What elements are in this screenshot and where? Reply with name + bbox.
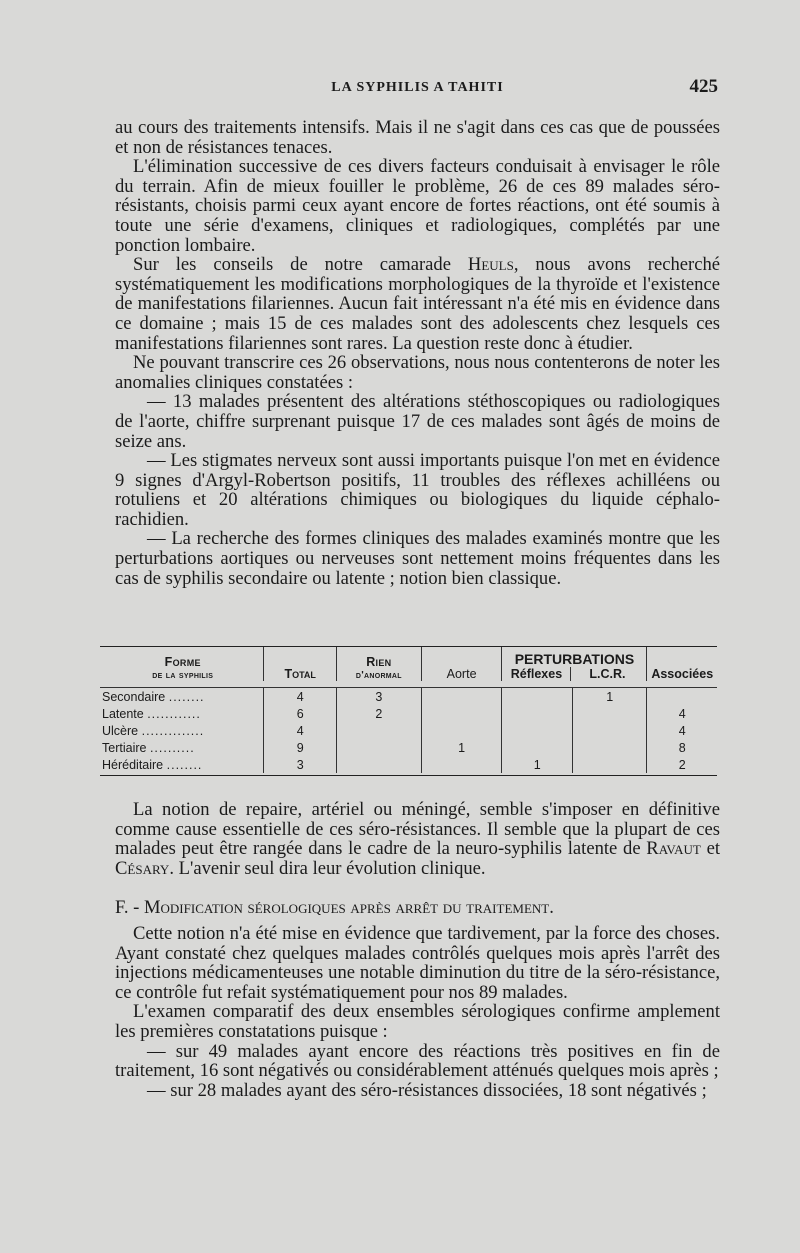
syphilis-table — [100, 646, 717, 776]
cell-aorte — [421, 722, 502, 739]
cell-forme — [100, 688, 264, 706]
header-reflexes: Réflexes — [510, 667, 563, 681]
cell-reflexes — [502, 739, 572, 756]
cell-associees — [647, 688, 717, 706]
leader-dots: ............ — [147, 706, 201, 721]
list-item: — Les stigmates nerveux sont aussi importants puisque l'on met en évidence 9 signes d'Argyl-Robertson positifs, 11 troubles des réflexes achilléens ou rotuliens et 20 altérations chimiques ou biologiques du liquide céphalo-rachidien. — [115, 450, 720, 530]
paragraph-text: , nous avons recherché systématiquement les modifications morphologiques de la thyroïde et l'existence de manifestations filariennes. Aucun fait intéressant n'a été mis en évidence dans ce domaine ; mais 15 de ces malades sont des adolescents chez lesquels ces manifestations filariennes sont rares. La question reste donc à étudier. — [115, 254, 721, 354]
header-perturbations: PERTURBATIONS — [514, 651, 635, 667]
paragraph: L'examen comparatif des deux ensembles sérologiques confirme amplement les premières constatations puisque : — [115, 1001, 720, 1042]
list-item: — 13 malades présentent des altérations stéthoscopiques ou radiologiques de l'aorte, chiffre surprenant puisque 17 de ces malades sont âgés de moins de seize ans. — [115, 391, 720, 452]
cell-forme — [100, 756, 264, 773]
section-heading — [115, 898, 720, 918]
header-perturbations-group — [502, 647, 647, 681]
header-forme-line1: Forme — [164, 655, 201, 669]
table-row — [100, 688, 717, 706]
paragraph-text: La notion de repaire, artériel ou méningé, semble s'imposer en définitive comme cause essentielle de ces séro-résistances. Il semble que la plupart de ces malades peut être rangée dans le cadre de la neuro-syphilis latente de — [115, 799, 720, 860]
page-header — [115, 76, 720, 102]
table-row — [100, 756, 717, 773]
cell-forme-label: Héréditaire — [102, 757, 164, 772]
cell-rien: 3 — [336, 688, 421, 706]
table-row — [100, 739, 717, 756]
leader-dots: ........ — [168, 689, 205, 704]
author-name: Ravaut — [646, 838, 701, 860]
table-bottom-rule — [100, 775, 717, 776]
page-number: 425 — [689, 76, 718, 97]
cell-forme — [100, 722, 264, 739]
cell-total: 9 — [264, 739, 337, 756]
table-row — [100, 705, 717, 722]
text-block-bottom — [115, 800, 720, 1100]
cell-aorte — [421, 705, 502, 722]
data-table — [100, 647, 717, 773]
paragraph: Ne pouvant transcrire ces 26 observations, nous nous contenterons de noter les anomalies cliniques constatées : — [115, 352, 720, 393]
header-sub-row — [502, 667, 646, 681]
list-item: — La recherche des formes cliniques des malades examinés montre que les perturbations aortiques ou nerveuses sont nettement moins fréquentes dans les cas de syphilis secondaire ou latente ; notion bien classique. — [115, 528, 720, 589]
cell-total: 3 — [264, 756, 337, 773]
running-title: LA SYPHILIS A TAHITI — [331, 80, 504, 95]
cell-lcr — [572, 756, 647, 773]
header-lcr: L.C.R. — [570, 667, 643, 681]
paragraph: L'élimination successive de ces divers facteurs conduisait à envisager le rôle du terrain. Afin de mieux fouiller le problème, 26 de ces 89 malades séro-résistants, choisis parmi ceux ayant encore de fortes réactions, ont été soumis à toute une série d'examens, cliniques et radiologiques, complétés par une ponction lombaire. — [115, 156, 720, 256]
cell-lcr — [572, 722, 647, 739]
cell-lcr — [572, 739, 647, 756]
section-letter: F. - — [115, 897, 144, 919]
paragraph-text: . L'avenir seul dira leur évolution clinique. — [169, 857, 486, 879]
header-forme — [100, 647, 264, 681]
paragraph: Cette notion n'a été mise en évidence que tardivement, par la force des choses. Ayant constaté chez quelques malades contrôlés quelques mois après l'arrêt des injections médicamenteuses une notable diminution du titre de la séro-résistance, ce contrôle fut refait systématiquement pour nos 89 malades. — [115, 922, 720, 1003]
cell-aorte: 1 — [421, 739, 502, 756]
header-aorte: Aorte — [421, 647, 502, 681]
cell-rien — [336, 722, 421, 739]
cell-reflexes: 1 — [502, 756, 572, 773]
paragraph-text: Sur les conseils de notre camarade — [133, 254, 468, 276]
leader-dots: .............. — [141, 723, 205, 738]
cell-associees: 4 — [647, 705, 717, 722]
paragraph-text: et — [700, 838, 720, 860]
cell-forme — [100, 705, 264, 722]
cell-forme — [100, 739, 264, 756]
header-associees: Associées — [647, 647, 717, 681]
paragraph-heuls — [115, 255, 720, 353]
header-rien-line1: Rien — [366, 655, 392, 669]
author-name: Heuls — [467, 254, 514, 276]
cell-total: 4 — [264, 688, 337, 706]
cell-forme-label: Tertiaire — [102, 740, 147, 755]
cell-lcr — [572, 705, 647, 722]
header-forme-line2: de la syphilis — [152, 669, 214, 681]
cell-rien — [336, 756, 421, 773]
author-name: Césary — [115, 857, 170, 879]
cell-rien — [336, 739, 421, 756]
cell-total: 4 — [264, 722, 337, 739]
cell-aorte — [421, 688, 502, 706]
cell-reflexes — [502, 722, 572, 739]
cell-associees: 4 — [647, 722, 717, 739]
leader-dots: .......... — [149, 740, 195, 755]
cell-rien: 2 — [336, 705, 421, 722]
cell-total: 6 — [264, 705, 337, 722]
header-total: Total — [264, 647, 337, 681]
text-block-top — [115, 118, 720, 588]
cell-reflexes — [502, 705, 572, 722]
cell-reflexes — [502, 688, 572, 706]
cell-forme-label: Secondaire — [102, 689, 166, 704]
cell-forme-label: Ulcère — [102, 723, 139, 738]
paragraph: au cours des traitements intensifs. Mais il ne s'agit dans ces cas que de poussées et non de résistances tenaces. — [115, 117, 720, 158]
section-title: Modification sérologiques après arrêt du traitement. — [144, 897, 554, 919]
paragraph-conclusion — [115, 800, 720, 878]
cell-associees: 2 — [647, 756, 717, 773]
cell-aorte — [421, 756, 502, 773]
leader-dots: ........ — [166, 757, 203, 772]
cell-forme-label: Latente — [102, 706, 144, 721]
list-item: — sur 49 malades ayant encore des réactions très positives en fin de traitement, 16 sont négativés ou considérablement atténués quelques mois après ; — [115, 1040, 720, 1082]
table-row — [100, 722, 717, 739]
header-rien-line2: d'anormal — [355, 669, 402, 681]
cell-lcr: 1 — [572, 688, 647, 706]
list-item: — sur 28 malades ayant des séro-résistances dissociées, 18 sont négativés ; — [147, 1079, 707, 1101]
header-rien — [336, 647, 421, 681]
cell-associees: 8 — [647, 739, 717, 756]
